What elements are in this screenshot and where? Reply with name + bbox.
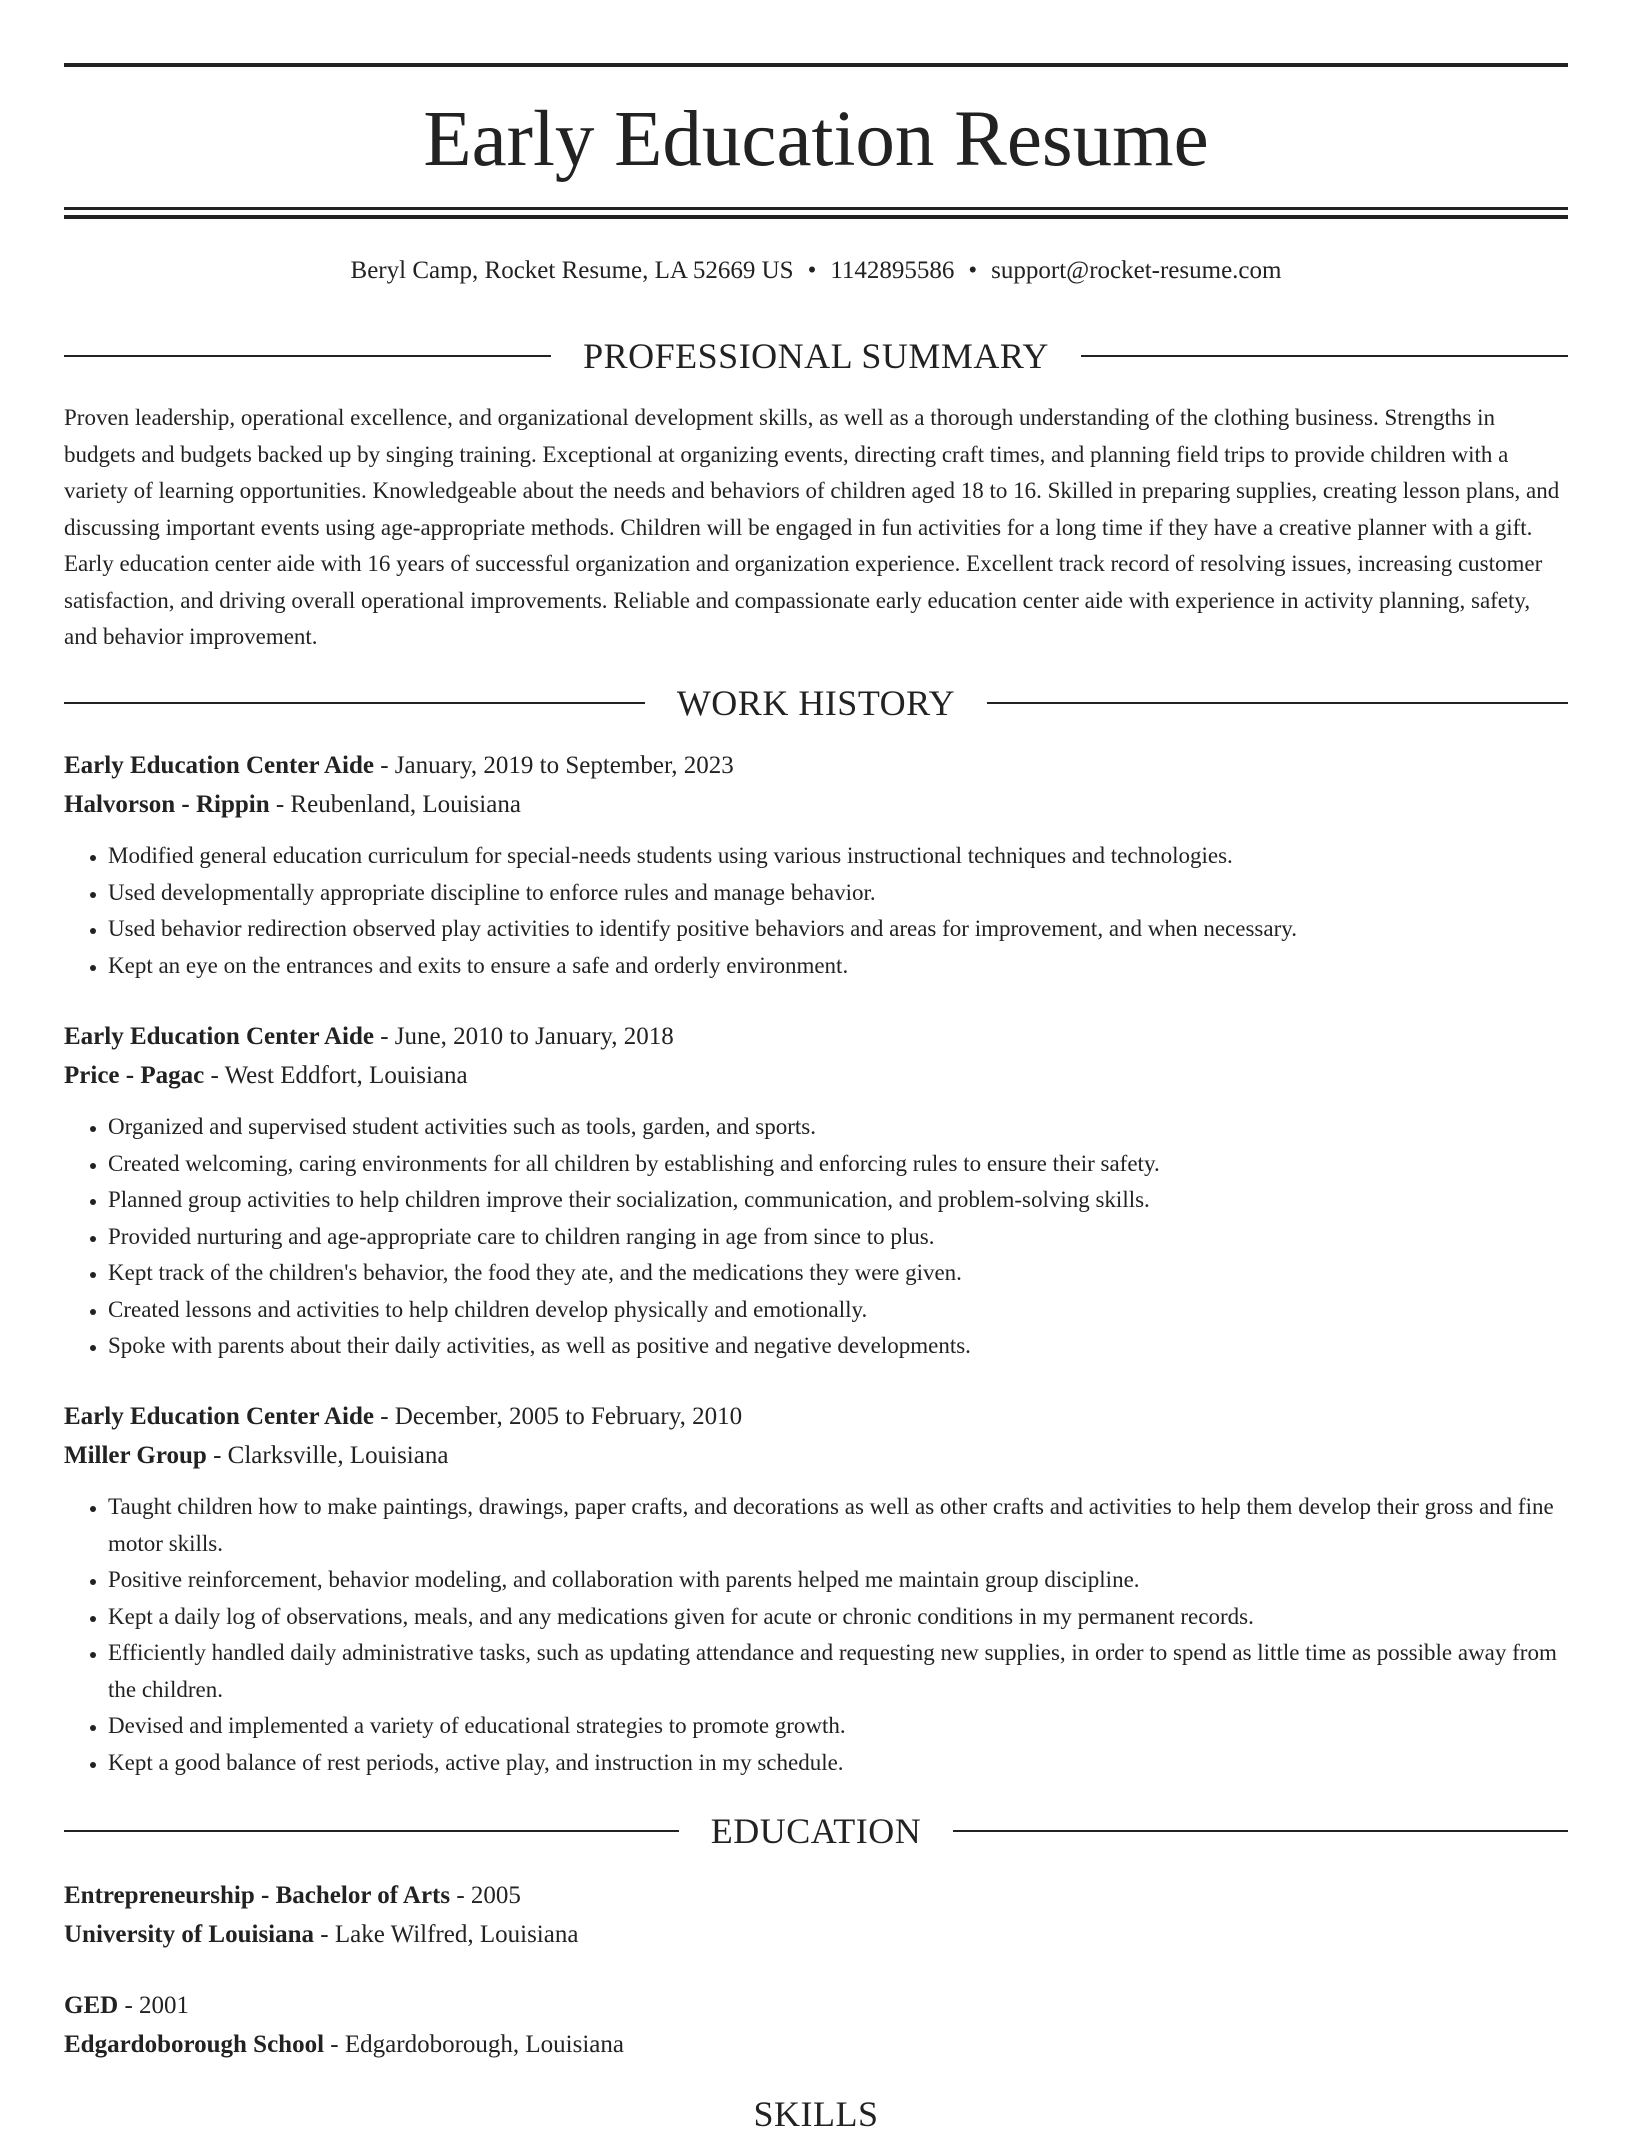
section-heading-skills: [64, 2090, 1568, 2138]
education-entry: [64, 1876, 1568, 1954]
contact-separator: •: [968, 257, 978, 284]
job-employer-line: [64, 785, 1568, 824]
education-degree-line: [64, 1986, 1568, 2025]
job-employer-line: [64, 1436, 1568, 1475]
education-school: Edgardoborough School: [64, 2031, 325, 2058]
list-item: • Devised and implemented a variety of educational strategies to promote growth.: [108, 1708, 1568, 1745]
job-employer: Halvorson - Rippin: [64, 791, 270, 818]
job-title-line: [64, 1397, 1568, 1436]
education-location: - Lake Wilfred, Louisiana: [314, 1921, 579, 1948]
job-dates: - June, 2010 to January, 2018: [373, 1023, 674, 1050]
job-employer-line: [64, 1056, 1568, 1095]
job-bullets: [64, 1489, 1568, 1781]
job-location: - Reubenland, Louisiana: [269, 791, 521, 818]
top-rule: [64, 63, 1568, 67]
job-employer: Miller Group: [64, 1442, 207, 1469]
education-school-line: [64, 2025, 1568, 2064]
section-heading-label: EDUCATION: [710, 1811, 922, 1851]
heading-rule: [64, 702, 645, 704]
section-heading-education: [64, 1807, 1568, 1855]
heading-rule: [64, 355, 551, 357]
section-heading-label: WORK HISTORY: [676, 683, 956, 723]
job-location: - West Eddfort, Louisiana: [204, 1062, 468, 1089]
list-item: • Planned group activities to help children improve their socialization, communication, and problem-solving skills.: [108, 1182, 1568, 1219]
heading-rule: [64, 1830, 679, 1832]
list-item: • Kept a daily log of observations, meals, and any medications given for acute or chronic conditions in my permanent records.: [108, 1599, 1568, 1636]
job-title: Early Education Center Aide: [64, 752, 374, 779]
education-degree: GED: [64, 1992, 119, 2019]
education-degree-line: [64, 1876, 1568, 1915]
job-entry: [64, 1397, 1568, 1781]
job-title: Early Education Center Aide: [64, 1023, 374, 1050]
title-rule-upper: [64, 207, 1568, 210]
job-bullets: [64, 838, 1568, 984]
list-item: • Positive reinforcement, behavior modeling, and collaboration with parents helped me maintain group discipline.: [108, 1562, 1568, 1599]
job-location: - Clarksville, Louisiana: [206, 1442, 449, 1469]
resume-title: Early Education Resume: [423, 96, 1209, 183]
section-heading-label: PROFESSIONAL SUMMARY: [583, 336, 1049, 376]
list-item: • Modified general education curriculum for special-needs students using various instructional techniques and technologies.: [108, 838, 1568, 875]
contact-line: [64, 253, 1568, 289]
job-title: Early Education Center Aide: [64, 1403, 374, 1430]
list-item: • Efficiently handled daily administrative tasks, such as updating attendance and requesting new supplies, in order to spend as little time as possible away from the children.: [108, 1635, 1568, 1708]
list-item: • Provided nurturing and age-appropriate care to children ranging in age from since to plus.: [108, 1219, 1568, 1256]
education-school-line: [64, 1915, 1568, 1954]
education-location: - Edgardoborough, Louisiana: [324, 2031, 624, 2058]
contact-address: Beryl Camp, Rocket Resume, LA 52669 US: [350, 257, 794, 284]
list-item: • Kept a good balance of rest periods, active play, and instruction in my schedule.: [108, 1745, 1568, 1782]
list-item: • Spoke with parents about their daily activities, as well as positive and negative developments.: [108, 1328, 1568, 1365]
list-item: • Kept an eye on the entrances and exits to ensure a safe and orderly environment.: [108, 948, 1568, 985]
list-item: • Created welcoming, caring environments for all children by establishing and enforcing rules to ensure their safety.: [108, 1146, 1568, 1183]
heading-rule: [1081, 355, 1568, 357]
list-item: • Taught children how to make paintings, drawings, paper crafts, and decorations as well as other crafts and activities to help them develop their gross and fine motor skills.: [108, 1489, 1568, 1562]
heading-rule: [987, 702, 1568, 704]
title-rule-lower: [64, 215, 1568, 219]
contact-email: support@rocket-resume.com: [991, 257, 1282, 284]
job-title-line: [64, 746, 1568, 785]
education-entry: [64, 1986, 1568, 2064]
section-heading-work: [64, 679, 1568, 727]
section-heading-label: SKILLS: [753, 2094, 879, 2134]
contact-phone: 1142895586: [830, 257, 955, 284]
job-dates: - January, 2019 to September, 2023: [373, 752, 734, 779]
section-heading-summary: [64, 332, 1568, 380]
job-title-line: [64, 1017, 1568, 1056]
education-year: - 2005: [450, 1882, 521, 1909]
list-item: • Used developmentally appropriate discipline to enforce rules and manage behavior.: [108, 875, 1568, 912]
list-item: • Created lessons and activities to help children develop physically and emotionally.: [108, 1292, 1568, 1329]
job-employer: Price - Pagac: [64, 1062, 205, 1089]
education-school: University of Louisiana: [64, 1921, 315, 1948]
heading-rule: [953, 1830, 1568, 1832]
job-dates: - December, 2005 to February, 2010: [373, 1403, 743, 1430]
contact-separator: •: [807, 257, 817, 284]
list-item: • Kept track of the children's behavior, the food they ate, and the medications they were given.: [108, 1255, 1568, 1292]
job-entry: [64, 1017, 1568, 1365]
summary-paragraph: Proven leadership, operational excellence, and organizational development skills, as well as a thorough understanding of the clothing business. Strengths in budgets and budgets backed up by singing training. Exceptional at organizing events, directing craft times, and planning field trips to provide children with a variety of learning opportunities. Knowledgeable about the needs and behaviors of children aged 18 to 16. Skilled in preparing supplies, creating lesson plans, and discussing important events using age-appropriate methods. Children will be engaged in fun activities for a long time if they have a creative planner with a gift. Early education center aide with 16 years of successful organization and organization experience. Excellent track record of resolving issues, increasing customer satisfaction, and driving overall operational improvements. Reliable and compassionate early education center aide with experience in activity planning, safety, and behavior improvement.: [64, 405, 1560, 649]
job-bullets: [64, 1109, 1568, 1365]
list-item: • Used behavior redirection observed play activities to identify positive behaviors and areas for improvement, and when necessary.: [108, 911, 1568, 948]
education-degree: Entrepreneurship - Bachelor of Arts: [64, 1882, 451, 1909]
job-entry: [64, 746, 1568, 984]
education-year: - 2001: [118, 1992, 190, 2019]
list-item: • Organized and supervised student activities such as tools, garden, and sports.: [108, 1109, 1568, 1146]
